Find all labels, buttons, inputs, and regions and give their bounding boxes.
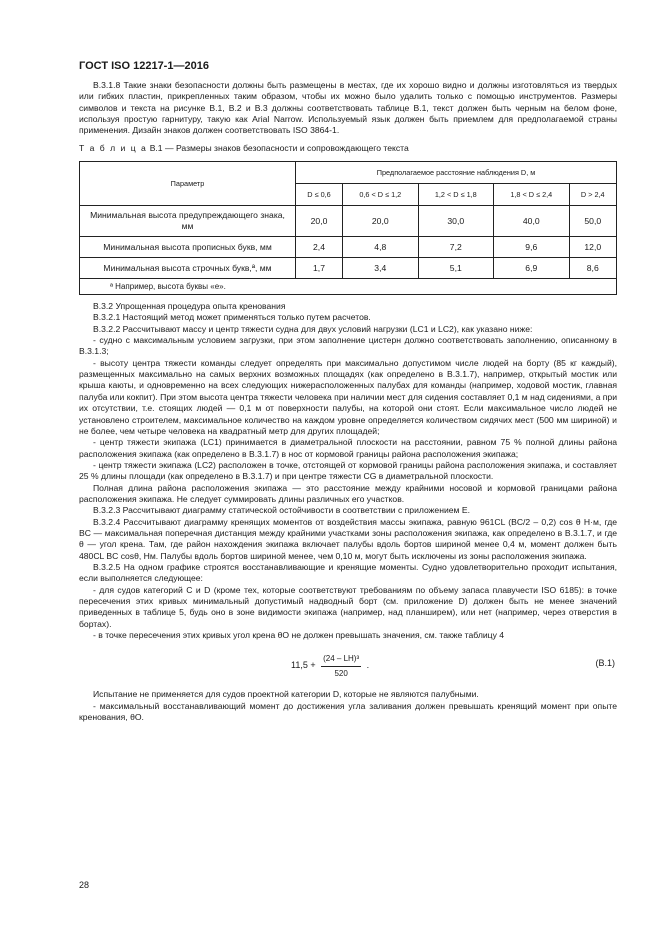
formula-number: (В.1) xyxy=(595,658,615,669)
table-col-header: 0,6 < D ≤ 1,2 xyxy=(343,184,419,206)
paragraph: В.3.2.4 Рассчитывают диаграмму кренящих моментов от воздействия массы экипажа, равную 961CL (BC/2 – 0,2) cos θ Н·м, где BC — максимальная поперечная дистанция между крайними участками зоны расположения экипажа, как определено в В.3.1.7, и где θ — угол крена. Там, где район нахождения экипажа включает палубы вдоль бортов шириной менее 0,4 м, момент должен быть 480CL BC cosθ, Нм. Палубы вдоль бортов шириной менее, чем 0,10 м, могут быть исключены из зоны расположения экипажа. xyxy=(79,516,617,561)
table-col-header: 1,2 < D ≤ 1,8 xyxy=(418,184,494,206)
paragraph: Полная длина района расположения экипажа — это расстояние между крайними носовой и кормовой границами района расположения экипажа. Не следует суммировать длины различных его участков. xyxy=(79,482,617,504)
cell: 1,7 xyxy=(296,258,343,279)
cell: 40,0 xyxy=(494,206,570,237)
table-col-header: 1,8 < D ≤ 2,4 xyxy=(494,184,570,206)
table-row xyxy=(80,258,617,279)
cell: 8,6 xyxy=(569,258,616,279)
table-title-prefix: Т а б л и ц а xyxy=(79,142,148,153)
document-body xyxy=(79,80,617,723)
paragraph: - центр тяжести экипажа (LC1) принимается в диаметральной плоскости на расстоянии, равном 75 % полной длины района расположения экипажа (как определено в В.3.1.7) в нос от кормовой границы района расположения экипажа; xyxy=(79,437,617,459)
paragraph: В.3.2.3 Рассчитывают диаграмму статической остойчивости в соответствии с приложением Е. xyxy=(93,505,470,516)
paragraph: - для судов категорий С и D (кроме тех, которые соответствуют требованиям по объему запаса плавучести ISO 6185): в точке пересечения этих кривых минимальный допустимый надводный борт (см. приложение D) должен быть не менее значений приведенных в таблице 5, будь оно в зоне видимости экипажа (например, над планширем), или нет (например, через отверстия в бортах). xyxy=(79,584,617,629)
cell: 4,8 xyxy=(343,237,419,258)
formula-fraction xyxy=(321,653,361,679)
paragraph-b318: В.3.1.8 Такие знаки безопасности должны быть размещены в местах, где их хорошо видно и должны изготовляться из твердых или гибких пластин, прикрепленных таким образом, чтобы их можно было удалить только с помощью инструментов. Размеры символов и текста на рисунке В.1, В.2 и В.3 должны соответствовать таблице В.1, текст должен быть черным на белом фоне, используя простую гарнитуру, такую как Arial Narrow. Используемый язык должен быть приемлем для предполагаемой страны применения. Дизайн знаков должен соответствовать ISO 3864-1. xyxy=(79,80,617,136)
table-param-header: Параметр xyxy=(80,162,296,206)
document-header: ГОСТ ISO 12217-1—2016 xyxy=(79,60,209,72)
paragraph: В.3.2.1 Настоящий метод может применяться только путем расчетов. xyxy=(93,312,371,323)
cell: 2,4 xyxy=(296,237,343,258)
page-number: 28 xyxy=(79,880,90,890)
paragraph: В.3.2 Упрощенная процедура опыта кренования xyxy=(93,301,286,312)
table-group-header: Предполагаемое расстояние наблюдения D, м xyxy=(296,162,617,184)
paragraph: - центр тяжести экипажа (LC2) расположен в точке, отстоящей от кормовой границы района расположения экипажа, и составляет 25 % длины площади (как определено в В.3.1.7) и при центре тяжести CG в диаметральной плоскости. xyxy=(79,459,617,482)
cell: 9,6 xyxy=(494,237,570,258)
table-col-header: D > 2,4 xyxy=(569,184,616,206)
cell: 12,0 xyxy=(569,237,616,258)
cell: 3,4 xyxy=(343,258,419,279)
paragraph: В.3.2.5 На одном графике строятся восстанавливающие и кренящие моменты. Судно удовлетворительно проходит испытания, если выполняется следующее: xyxy=(79,561,617,584)
cell: 20,0 xyxy=(296,206,343,237)
cell: 30,0 xyxy=(418,206,494,237)
table-title-text: В.1 — Размеры знаков безопасности и сопровождающего текста xyxy=(149,142,409,153)
cell: 5,1 xyxy=(418,258,494,279)
cell: 7,2 xyxy=(418,237,494,258)
formula-b1 xyxy=(79,645,617,685)
cell: 50,0 xyxy=(569,206,616,237)
paragraph: - высоту центра тяжести команды следует определять при максимально допустимом числе людей на борту (85 кг каждый), размещенных максимально на самых верхних возможных площадях (как определено в В.3.1.7), например, открытый мостик или крыша каюты, и одновременно на всех следующих нижерасположенных палубах для команды (например, ходовой мостик, главная палуба или кокпит). При этом высота центра тяжести человека при наличии мест для сидения составляет 0,1 м над сидениями, а при их отсутствии, т.е. стоящих людей — 0,1 м от поверхности палубы, на которой они стоят. Если максимальное число людей не установлено строителем, максимальное количество на каждом уровне определяется количеством сидячих мест (500 мм шириной) и не более, чем четыре человека на квадратный метр для других площадей; xyxy=(79,357,617,436)
paragraph: - судно с максимальным условием загрузки, при этом заполнение цистерн должно соответствовать заполнению, описанному в В.3.1.3; xyxy=(79,335,617,357)
paragraph: - в точке пересечения этих кривых угол крена θO не должен превышать значения, см. также таблицу 4 xyxy=(93,630,505,641)
table-title xyxy=(79,143,617,154)
row-label: Минимальная высота строчных букв,ª, мм xyxy=(80,258,296,279)
table-footnote: ª Например, высота буквы «е». xyxy=(80,279,617,295)
cell: 20,0 xyxy=(343,206,419,237)
formula-denominator: 520 xyxy=(334,668,348,678)
formula-lead: 11,5 + xyxy=(291,660,316,671)
formula-tail: . xyxy=(366,660,370,671)
paragraph: - максимальный восстанавливающий момент до достижения угла заливания должен превышать кренящий момент при опыте кренования, θO. xyxy=(79,700,617,723)
table-b1 xyxy=(79,161,617,295)
row-label: Минимальная высота предупреждающего знака, мм xyxy=(80,206,296,237)
table-col-header: D ≤ 0,6 xyxy=(296,184,343,206)
paragraph: Испытание не применяется для судов проектной категории D, которые не являются палубными. xyxy=(93,689,479,700)
row-label: Минимальная высота прописных букв, мм xyxy=(80,237,296,258)
formula-numerator: (24 – LH)³ xyxy=(321,653,361,666)
paragraph: В.3.2.2 Рассчитывают массу и центр тяжести судна для двух условий нагрузки (LC1 и LC2), как указано ниже: xyxy=(93,323,533,334)
table-row xyxy=(80,206,617,237)
table-row xyxy=(80,237,617,258)
cell: 6,9 xyxy=(494,258,570,279)
